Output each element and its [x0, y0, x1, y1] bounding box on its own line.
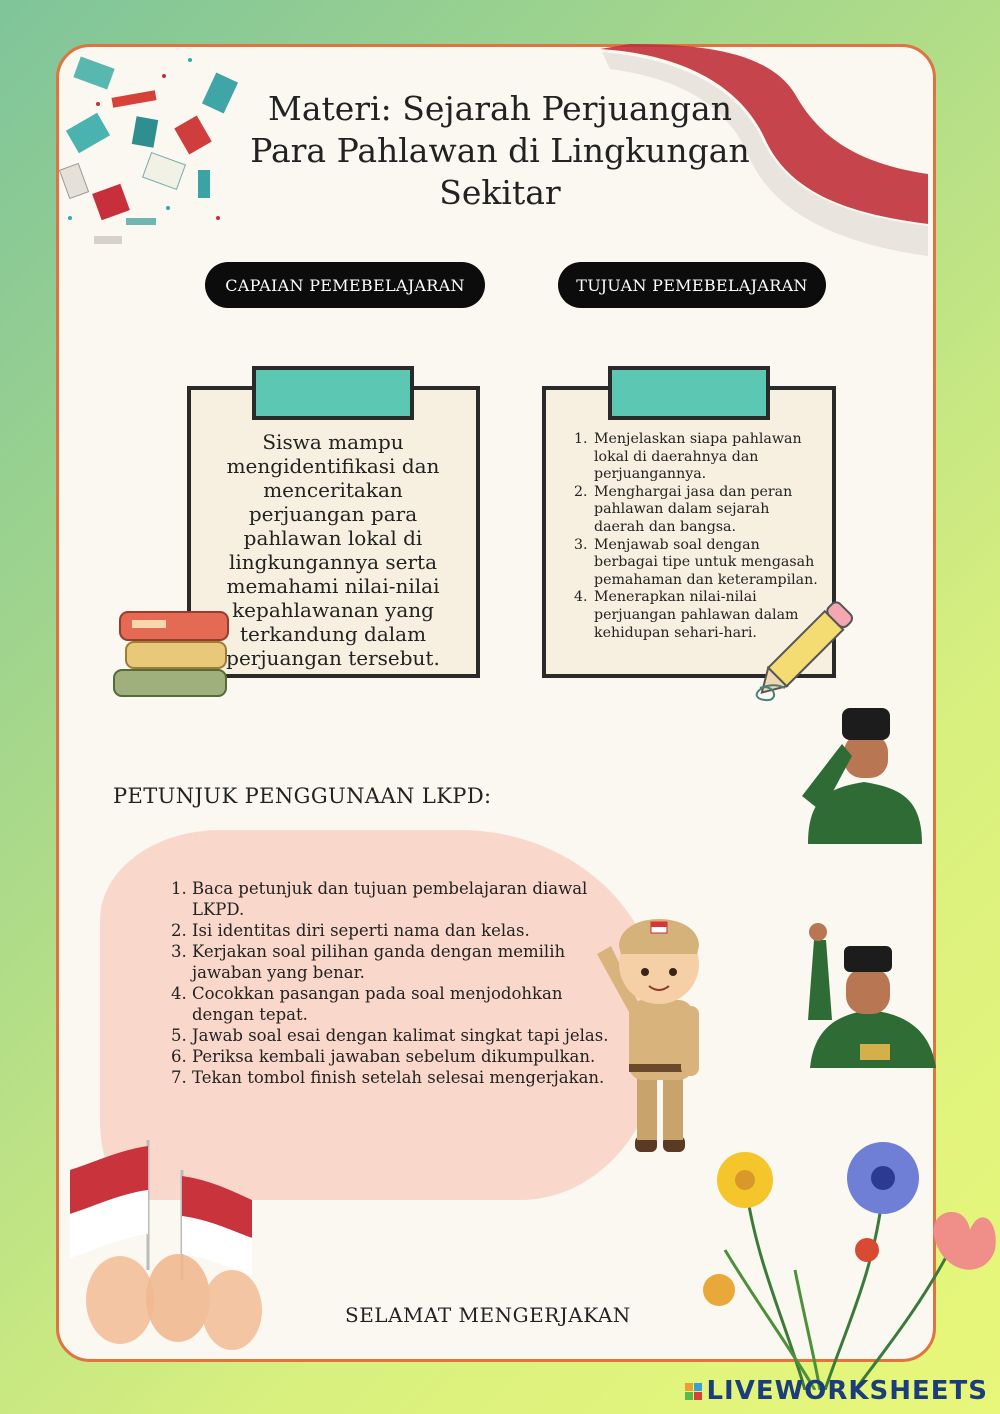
tujuan-item: 1. Menjelaskan siapa pahlawan lokal di daerahnya dan perjuangannya. [592, 431, 818, 484]
tujuan-note-tab [608, 366, 770, 420]
liveworksheets-logo-icon [685, 1383, 702, 1400]
liveworksheets-watermark [685, 1376, 988, 1406]
books-scatter-decoration [58, 48, 248, 248]
petunjuk-list [170, 878, 612, 1088]
petunjuk-step: 5. Jawab soal esai dengan kalimat singkat tapi jelas. [192, 1025, 612, 1046]
petunjuk-step: 2. Isi identitas diri seperti nama dan kelas. [192, 920, 612, 941]
pencil-illustration [735, 588, 875, 708]
petunjuk-step: 1. Baca petunjuk dan tujuan pembelajaran diawal LKPD. [192, 878, 612, 920]
petunjuk-heading: PETUNJUK PENGGUNAAN LKPD: [113, 784, 492, 808]
soldier-kid-illustration [585, 890, 725, 1160]
petunjuk-step: 7. Tekan tombol finish setelah selesai mengerjakan. [192, 1067, 612, 1088]
tujuan-label: TUJUAN PEMEBELAJARAN [558, 262, 826, 308]
page-title: Materi: Sejarah Perjuangan Para Pahlawan di Lingkungan Sekitar [250, 89, 750, 212]
capaian-label: CAPAIAN PEMEBELAJARAN [205, 262, 485, 308]
book-stack-illustration [108, 600, 238, 705]
petunjuk-step: 3. Kerjakan soal pilihan ganda dengan memilih jawaban yang benar. [192, 941, 612, 983]
tujuan-item: 4. Menerapkan nilai-nilai perjuangan pahlawan dalam kehidupan sehari-hari. [592, 589, 818, 642]
hero-pointing-illustration [800, 910, 942, 1070]
tujuan-item: 2. Menghargai jasa dan peran pahlawan dalam sejarah daerah dan bangsa. [592, 484, 818, 537]
liveworksheets-wordmark: LIVEWORKSHEETS [706, 1376, 988, 1406]
petunjuk-step: 4. Cocokkan pasangan pada soal menjodohkan dengan tepat. [192, 983, 612, 1025]
petunjuk-step: 6. Periksa kembali jawaban sebelum dikumpulkan. [192, 1046, 612, 1067]
tujuan-item: 3. Menjawab soal dengan berbagai tipe untuk mengasah pemahaman dan keterampilan. [592, 537, 818, 590]
capaian-note-tab [252, 366, 414, 420]
closing-message: SELAMAT MENGERJAKAN [345, 1303, 631, 1327]
flags-fists-illustration [60, 1130, 270, 1355]
capaian-text: Siswa mampu mengidentifikasi dan menceritakan perjuangan para pahlawan lokal di lingkungannya serta memahami nilai-nilai kepahlawanan yang terkandung dalam perjuangan tersebut. [226, 430, 440, 670]
flowers-illustration [695, 1130, 1000, 1390]
hero-salute-illustration [796, 700, 934, 846]
